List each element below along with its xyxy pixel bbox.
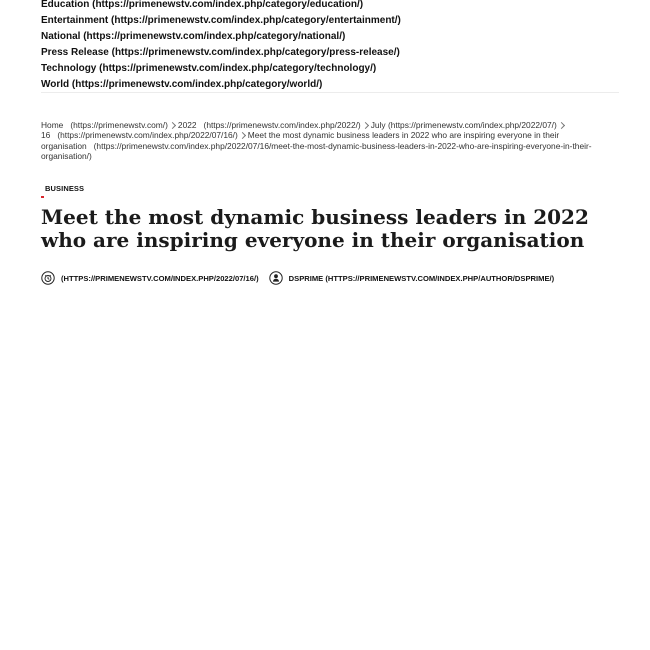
article-meta (41, 270, 621, 286)
breadcrumb-day[interactable]: 16 (41, 130, 51, 141)
clock-icon (41, 271, 55, 285)
breadcrumb-year-url[interactable]: (https://primenewstv.com/index.php/2022/) (203, 120, 361, 130)
breadcrumb-home-url[interactable]: (https://primenewstv.com/) (70, 120, 168, 130)
chevron-right-icon (558, 122, 565, 129)
user-icon (269, 271, 283, 285)
category-item-national[interactable] (41, 30, 621, 46)
breadcrumb-current: Meet the most dynamic business leaders in 2022 who are inspiring everyone in their organisation (41, 130, 560, 151)
chevron-right-icon (239, 132, 246, 139)
badge-accent-mark (41, 196, 44, 198)
breadcrumb-current-url[interactable]: (https://primenewstv.com/index.php/2022/07/16/meet-the-most-dynamic-business-leaders-in-2022-who-are-inspiring-everyone-in-their-organisation/) (41, 140, 592, 161)
breadcrumb-year[interactable]: 2022 (177, 120, 197, 130)
section-divider (41, 92, 619, 93)
breadcrumb (41, 120, 609, 161)
article-date-link[interactable]: (HTTPS://PRIMENEWSTV.COM/INDEX.PHP/2022/07/16/) (61, 273, 259, 283)
category-link[interactable]: Press Release (https://primenewstv.com/index.php/category/press-release/) (41, 47, 400, 58)
chevron-right-icon (362, 122, 369, 129)
category-item-technology[interactable] (41, 62, 621, 78)
category-link[interactable]: Education (https://primenewstv.com/index.php/category/education/) (41, 0, 364, 10)
category-item-entertainment[interactable] (41, 14, 621, 30)
category-link[interactable]: Entertainment (https://primenewstv.com/index.php/category/entertainment/) (41, 15, 401, 26)
category-badge (41, 184, 84, 198)
breadcrumb-day-url[interactable]: (https://primenewstv.com/index.php/2022/07/16/) (57, 130, 238, 141)
article-author (269, 271, 555, 285)
article-title: Meet the most dynamic business leaders in 2022 who are inspiring everyone in their organisation (41, 205, 589, 252)
category-list (41, 0, 621, 94)
article-date (41, 271, 259, 285)
category-badge-link[interactable]: BUSINESS (45, 184, 85, 193)
category-link[interactable]: National (https://primenewstv.com/index.php/category/national/) (41, 31, 346, 42)
breadcrumb-month[interactable]: July (370, 120, 386, 130)
category-link[interactable]: World (https://primenewstv.com/index.php/category/world/) (41, 79, 323, 90)
chevron-right-icon (169, 122, 176, 129)
article-author-link[interactable]: DSPRIME (HTTPS://PRIMENEWSTV.COM/INDEX.PHP/AUTHOR/DSPRIME/) (288, 273, 555, 283)
category-link[interactable]: Technology (https://primenewstv.com/index.php/category/technology/) (41, 63, 377, 74)
breadcrumb-month-url[interactable]: (https://primenewstv.com/index.php/2022/07/) (387, 120, 557, 130)
category-item-press-release[interactable] (41, 46, 621, 62)
category-item-education[interactable] (41, 0, 621, 14)
breadcrumb-home[interactable]: Home (41, 120, 64, 130)
